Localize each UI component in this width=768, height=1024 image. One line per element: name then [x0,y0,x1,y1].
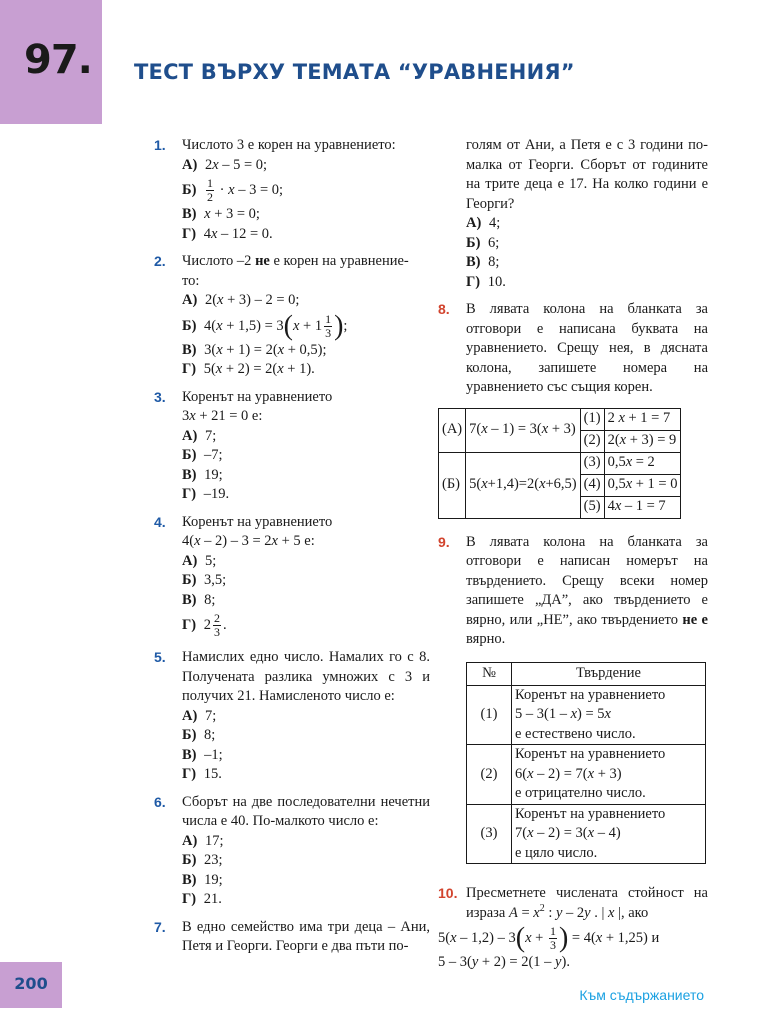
question-text: Коренът на уравнението [182,388,333,405]
equation: 4x – 1 = 7 [604,496,681,518]
option-a: А) 4; [466,215,501,231]
question-number: 10. [438,885,458,901]
page-number-tab [0,962,62,1008]
table-row [467,804,706,864]
question-9 [438,533,708,865]
question-text: Коренът на уравнението [182,513,333,530]
question-7 [154,918,430,957]
answer-table-9 [466,662,706,865]
question-number: 4. [154,513,166,530]
question-2 [154,252,430,380]
equation-number: (4) [580,474,604,496]
question-10 [438,884,708,973]
option-b: Б) 3,5; [182,572,227,588]
option-v: В) 3(x + 1) = 2(x + 0,5); [182,341,327,358]
table-row [467,685,706,745]
fraction: $\frac{1}{3}$ [549,924,556,953]
answer-table-8 [438,408,681,519]
question-number: 5. [154,649,166,665]
question-text: Намислих едно число. Намалих го с 8. Получената разлика умножих с 3 и получих 21. Намисленото число е: [182,649,430,704]
statement-number: (1) [467,685,512,745]
fraction: $\frac{2}{3}$ [213,611,220,640]
option-v: В) 8; [466,254,500,270]
equation-2: 5 – 3(y + 2) = 2(1 – y). [438,954,570,970]
question-number: 1. [154,137,166,153]
question-number: 9. [438,533,450,550]
row-equation: 5(x+1,4)=2(x+6,5) [466,452,581,518]
statement-number: (3) [467,804,512,864]
chapter-number: 97. [24,37,92,83]
table-row [467,745,706,805]
question-number: 3. [154,388,166,405]
left-column [154,136,430,965]
option-b: Б) –7; [182,447,223,463]
statement: Коренът на уравнението 7(x – 2) = 3(x – 4) е цяло число. [512,804,706,864]
option-v: В) 19; [182,466,223,483]
option-a: А) 7; [182,707,217,724]
row-equation: 7(x – 1) = 3(x + 3) [466,408,581,452]
question-text: В лявата колона на бланката за отговори е написана буквата на уравнението. Срещу нея, в дясната колона, запишете номера на уравнението със същия корен. [466,301,708,395]
question-number: 8. [438,301,450,317]
option-a: А) 7; [182,427,217,444]
question-text: Числото –2 не е корен на уравнение- то: [182,253,409,289]
question-1 [154,136,430,244]
equation: 0,5x + 1 = 0 [604,474,681,496]
option-b: Б) $\frac{1}{2}$ · x – 3 = 0; [182,176,284,205]
col-statement-header: Твърдение [512,662,706,685]
question-4 [154,513,430,641]
option-a: А) 2x – 5 = 0; [182,156,268,173]
row-label: (Б) [439,452,466,518]
option-g: Г) 5(x + 2) = 2(x + 1). [182,361,315,377]
question-text: Пресметнете числената стойност на израза $A = x^2$ : y – 2y . | x |, ако [466,885,708,921]
option-a: А) 5; [182,552,217,569]
statement-number: (2) [467,745,512,805]
equation: 3x + 21 = 0 е: [182,408,263,424]
option-b: Б) 4(x + 1,5) = 3(x + 1 $\frac{1}{3}$ ); [182,310,348,342]
option-g: Г) 10. [466,273,506,290]
question-text: Числото 3 е корен на уравнението: [182,137,396,153]
option-v: В) 19; [182,871,223,888]
page-title: ТЕСТ ВЪРХУ ТЕМАТА “УРАВНЕНИЯ” [134,60,575,84]
option-g: Г) –19. [182,486,230,502]
equation-number: (2) [580,430,604,452]
col-number-header: № [467,662,512,685]
table-header-row [467,662,706,685]
table-of-contents-link[interactable]: Към съдържанието [579,987,704,1003]
fraction: $\frac{1}{2}$ [207,176,214,205]
question-number: 6. [154,793,166,810]
option-v: В) x + 3 = 0; [182,206,260,222]
chapter-number-tab [0,0,102,124]
option-a: А) 2(x + 3) – 2 = 0; [182,292,300,308]
option-v: В) 8; [182,591,216,608]
equation: 2 x + 1 = 7 [604,408,681,430]
statement: Коренът на уравнението 6(x – 2) = 7(x + 3) е отрицателно число. [512,745,706,805]
question-8 [438,300,708,519]
equation-number: (5) [580,496,604,518]
option-b: Б) 23; [182,852,223,868]
equation: 0,5x = 2 [604,452,681,474]
equation: 2(x + 3) = 9 [604,430,681,452]
question-5 [154,648,430,785]
equation-number: (1) [580,408,604,430]
equation-1: 5(x – 1,2) – 3(x + $\frac{1}{3}$ ) = 4(x + 1,25) и [438,922,660,954]
question-text: В лявата колона на бланката за отговори е написан номерът на твърдението. Срещу всеки номер запишете „ДА”, ако твърдението е вярно, или „НЕ”, ако твърдението не е вярно. [466,533,708,647]
option-g: Г) 15. [182,766,222,782]
question-3 [154,388,430,505]
equation-number: (3) [580,452,604,474]
option-g: Г) 4x – 12 = 0. [182,225,273,242]
question-number: 7. [154,918,166,935]
option-a: А) 17; [182,832,224,849]
question-text: Сборът на две последователни нечетни числа е 40. По-малкото число е: [182,793,430,829]
option-b: Б) 8; [182,727,216,743]
question-text-start: В едно семейство има три деца – Ани, Петя и Георги. Георги е два пъти по- [182,918,430,954]
fraction: $\frac{1}{3}$ [325,311,332,340]
table-row [439,452,681,474]
option-v: В) –1; [182,746,223,763]
option-g: Г) 21. [182,891,222,907]
question-number: 2. [154,253,166,269]
question-7-continued [438,136,708,292]
equation: 4(x – 2) – 3 = 2x + 5 е: [182,533,315,549]
right-column [438,136,708,981]
page-number: 200 [14,974,48,993]
table-row [439,408,681,430]
statement: Коренът на уравнението 5 – 3(1 – x) = 5x е естествено число. [512,685,706,745]
option-b: Б) 6; [466,234,500,251]
question-6 [154,793,430,910]
option-g: Г) 2 $\frac{2}{3}$ . [182,611,227,640]
question-text-continued: голям от Ани, а Петя е с 3 години по-малка от Георги. Сборът от годините на трите деца е 17. На колко години е Георги? [466,137,708,212]
row-label: (А) [439,408,466,452]
